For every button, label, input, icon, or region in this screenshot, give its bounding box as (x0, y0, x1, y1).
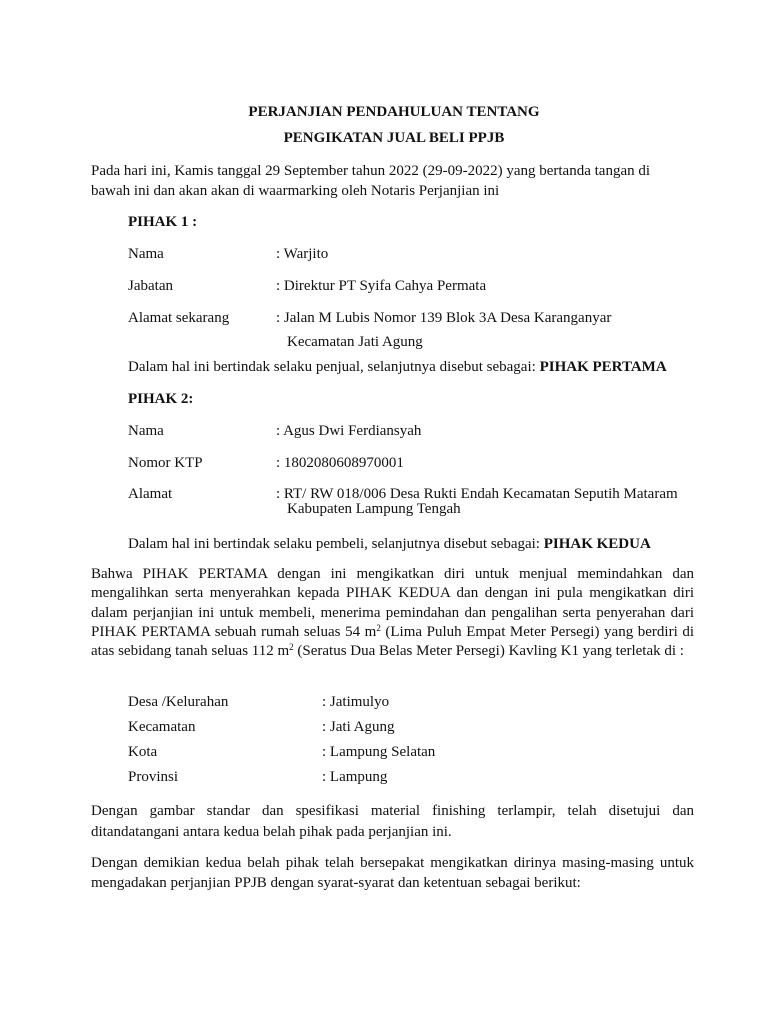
pihak1-alamat-label: Alamat sekarang (128, 310, 230, 326)
pihak2-role (128, 535, 651, 553)
location-value-desa: : Jatimulyo (322, 694, 390, 710)
paragraph-bahwa (91, 565, 694, 661)
pihak1-alamat-value-2: Kecamatan Jati Agung (287, 334, 423, 350)
location-value-kota: : Lampung Selatan (322, 744, 436, 760)
pihak2-alamat-value-1: : RT/ RW 018/006 Desa Rukti Endah Kecamatan Seputih Mataram (276, 486, 678, 502)
paragraph-gambar: Dengan gambar standar dan spesifikasi material finishing terlampir, telah disetujui dan ditandatangani antara kedua belah pihak pada perjanjian ini. (91, 803, 694, 840)
pihak1-jabatan-label: Jabatan (128, 278, 173, 294)
pihak2-nama-value: : Agus Dwi Ferdiansyah (276, 423, 422, 439)
para1-part-3: (Seratus Dua Belas Meter Persegi) Kavling K1 yang terletak di : (293, 643, 684, 660)
pihak2-role-text: Dalam hal ini bertindak selaku pembeli, selanjutnya disebut sebagai: (128, 536, 544, 552)
pihak1-role-text: Dalam hal ini bertindak selaku penjual, selanjutnya disebut sebagai: (128, 359, 540, 375)
intro-line-2: bawah ini dan akan akan di waarmarking oleh Notaris Perjanjian ini (91, 183, 500, 199)
pihak1-role (128, 358, 667, 376)
para1-part-1: Bahwa PIHAK PERTAMA dengan ini mengikatkan diri untuk menjual memindahkan dan mengalihkan serta menyerahkan kepada PIHAK KEDUA dan dengan ini pula mengikatkan diri dalam perjanjian ini untuk membeli, menerima pemindahan dan pengalihan serta penyerahan dari PIHAK PERTAMA sebuah rumah seluas 54 m (91, 566, 694, 640)
location-label-kecamatan: Kecamatan (128, 719, 196, 735)
pihak1-heading: PIHAK 1 : (128, 214, 198, 230)
pihak1-alamat-value-1: : Jalan M Lubis Nomor 139 Blok 3A Desa Karanganyar (276, 310, 612, 326)
pihak2-ktp-value: : 1802080608970001 (276, 455, 404, 471)
pihak1-nama-label: Nama (128, 246, 164, 262)
location-value-provinsi: : Lampung (322, 769, 388, 785)
pihak2-role-bold: PIHAK KEDUA (543, 536, 651, 552)
pihak1-role-bold: PIHAK PERTAMA (539, 359, 667, 375)
title-line-2: PENGIKATAN JUAL BELI PPJB (283, 130, 505, 146)
location-label-provinsi: Provinsi (128, 769, 179, 785)
pihak2-ktp-label: Nomor KTP (128, 455, 203, 471)
pihak1-jabatan-value: : Direktur PT Syifa Cahya Permata (276, 278, 487, 294)
pihak2-alamat-label: Alamat (128, 486, 173, 502)
para1-superscript-2: 2 (289, 642, 294, 653)
paragraph-demikian: Dengan demikian kedua belah pihak telah bersepakat mengikatkan dirinya masing-masing untuk mengadakan perjanjian PPJB dengan syarat-syarat dan ketentuan sebagai berikut: (91, 855, 694, 891)
pihak1-nama-value: : Warjito (276, 246, 329, 262)
para1-part-2: (Lima Puluh Empat Meter Persegi) yang berdiri di atas sebidang tanah seluas 112 m (91, 623, 695, 660)
pihak2-heading: PIHAK 2: (128, 391, 194, 407)
pihak2-nama-label: Nama (128, 423, 164, 439)
location-label-kota: Kota (128, 744, 158, 760)
pihak2-alamat-value-2: Kabupaten Lampung Tengah (287, 501, 461, 517)
intro-line-1: Pada hari ini, Kamis tanggal 29 September tahun 2022 (29-09-2022) yang bertanda tangan di (91, 163, 651, 179)
location-value-kecamatan: : Jati Agung (322, 719, 395, 735)
title-line-1: PERJANJIAN PENDAHULUAN TENTANG (248, 104, 540, 120)
para1-superscript-1: 2 (376, 622, 381, 633)
location-label-desa: Desa /Kelurahan (128, 694, 229, 710)
